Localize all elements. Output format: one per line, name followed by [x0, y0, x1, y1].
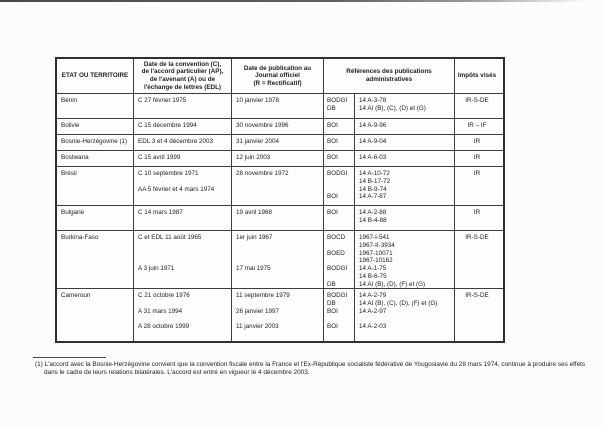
impots-value: IR-S-DE: [465, 292, 489, 299]
refs-number-column: [355, 289, 454, 341]
refs-org: BOCD: [327, 234, 346, 241]
convention-date: EDL 3 et 4 décembre 2003: [138, 138, 214, 145]
cell-impots: [455, 119, 499, 134]
refs-org: BOI: [327, 138, 338, 145]
refs-org: DB: [327, 104, 336, 112]
header-cell-etat: [57, 59, 134, 93]
header-cell-references: [324, 59, 455, 93]
cell-publication-dates: [232, 135, 324, 150]
header-text: Date de la convention (C),: [143, 60, 222, 68]
table-row: [57, 135, 503, 151]
impots-value: IR: [473, 209, 481, 216]
refs-number: 14 A-2-03: [359, 323, 387, 331]
refs-org: BOI: [327, 154, 338, 161]
cell-convention-dates: [134, 119, 232, 134]
header-cell-convention: [134, 59, 232, 93]
refs-number-column: [355, 135, 454, 150]
cell-etat: [57, 231, 134, 288]
refs-org: BOED: [327, 249, 345, 257]
refs-number: 14 AI (B), (D), (F) et (G): [359, 280, 426, 288]
publication-date: 31 janvier 2004: [236, 138, 280, 145]
refs-number: 14 A-2-97: [359, 307, 387, 315]
cell-references: [324, 135, 455, 150]
convention-date: [138, 242, 229, 250]
header-text: de l'avenant (A) ou de: [149, 76, 216, 83]
cell-etat: [57, 119, 134, 134]
cell-impots: [455, 151, 499, 166]
etat-label: Bulgarie: [61, 209, 85, 216]
refs-number-column: [355, 151, 454, 166]
treaty-table: [55, 57, 505, 343]
cell-convention-dates: [134, 289, 232, 341]
cell-impots: [455, 94, 499, 118]
header-text: ETAT OU TERRITOIRE: [61, 72, 129, 80]
publication-date: 17 mai 1975: [236, 265, 271, 273]
header-text: l'échange de lettres (EDL): [143, 83, 222, 91]
convention-date: [138, 178, 229, 186]
table-row: [57, 231, 503, 289]
cell-etat: [57, 206, 134, 230]
refs-org: [327, 315, 354, 323]
refs-number-column: [355, 167, 454, 205]
convention-date: A 3 juin 1971: [138, 265, 175, 273]
cell-publication-dates: [232, 167, 324, 205]
refs-org: BOI: [327, 122, 338, 129]
convention-date: [138, 300, 229, 308]
cell-etat: [57, 135, 134, 150]
impots-value: IR: [473, 138, 481, 145]
refs-number: 1967-10071: [359, 249, 393, 257]
convention-date: C 21 octobre 1976: [138, 292, 190, 299]
publication-date: [236, 257, 321, 265]
refs-org: BOI: [327, 193, 338, 201]
convention-date: A 28 octobre 1999: [138, 323, 190, 331]
refs-number: 14 A-7-87: [359, 193, 387, 201]
cell-impots: [455, 135, 499, 150]
footnote: (1) L'accord avec la Bosnie-Herzégovine convient que la convention fiscale entre la France et l'Ex-République socialiste fédérative de Yougoslavie du 28 mars 1974, continue à produire ses effets dans le cadre de leurs relations bilatérales. L'accord est entré en vigueur le 4 décembre 2003.: [35, 361, 586, 377]
etat-label: Brésil: [61, 170, 77, 177]
cell-convention-dates: [134, 151, 232, 166]
refs-org: BODGI: [327, 170, 348, 177]
cell-impots: [455, 289, 499, 341]
etat-label: Cameroun: [61, 292, 91, 299]
refs-number-column: [355, 119, 454, 134]
convention-date: C 15 avril 1999: [138, 154, 181, 161]
refs-org: BODGI: [327, 97, 348, 104]
refs-org-column: [324, 167, 355, 205]
publication-date: 11 janvier 2003: [236, 323, 279, 331]
publication-date: 19 avril 1988: [236, 209, 273, 216]
publication-date: 28 novembre 1972: [236, 170, 289, 177]
refs-number: 1967-I-541: [359, 234, 390, 241]
refs-number: 1967-10162: [359, 257, 393, 265]
cell-publication-dates: [232, 94, 324, 118]
convention-date: C 27 février 1975: [138, 97, 187, 104]
cell-etat: [57, 151, 134, 166]
refs-org: DB: [327, 280, 336, 288]
convention-date: C 14 mars 1987: [138, 209, 183, 216]
refs-org: BODGI: [327, 292, 348, 299]
refs-org-column: [324, 206, 355, 230]
impots-value: IR: [473, 154, 481, 161]
cell-publication-dates: [232, 206, 324, 230]
scan-edge-artifact: [0, 0, 604, 2]
convention-date: A 31 mars 1994: [138, 307, 183, 315]
impots-value: IR – IF: [467, 122, 487, 129]
impots-value: IR: [473, 170, 481, 177]
refs-org-column: [324, 119, 355, 134]
refs-number: 14 A-10-72: [359, 170, 390, 177]
table-row: [57, 167, 503, 206]
cell-etat: [57, 289, 134, 341]
header-text: administratives: [365, 76, 413, 83]
header-text: (R = Rectificatif): [253, 79, 302, 87]
impots-value: IR-S-DE: [465, 97, 489, 104]
table-row: [57, 206, 503, 231]
refs-number: 14 A-2-88: [359, 209, 387, 216]
header-text: Journal officiel: [255, 72, 300, 80]
cell-convention-dates: [134, 167, 232, 205]
refs-org: DB: [327, 299, 336, 307]
cell-publication-dates: [232, 231, 324, 288]
table-row: [57, 94, 503, 119]
cell-references: [324, 289, 455, 341]
refs-number: 1967-II-3934: [359, 241, 395, 249]
refs-org: [327, 178, 354, 186]
refs-number-column: [355, 94, 454, 118]
etat-label: Bostwana: [61, 154, 89, 161]
table-row: [57, 289, 503, 341]
cell-references: [324, 231, 455, 288]
refs-number: 14 A-6-03: [359, 154, 387, 161]
cell-publication-dates: [232, 151, 324, 166]
refs-org: [327, 217, 354, 225]
refs-number: 14 A-9-96: [359, 122, 387, 129]
cell-impots: [455, 167, 499, 205]
convention-date: C 10 septembre 1971: [138, 170, 199, 177]
refs-number: 14 B-17-72: [359, 177, 391, 185]
table-row: [57, 151, 503, 167]
publication-date: 10 janvier 1978: [236, 97, 280, 104]
refs-number: [359, 315, 454, 323]
etat-label: Bénin: [61, 97, 78, 104]
cell-references: [324, 206, 455, 230]
header-text: Références des publications: [346, 68, 432, 76]
refs-number: 14 AI (B), (C), (D) et (G): [359, 104, 426, 112]
refs-org: [327, 273, 354, 281]
refs-org: BOI: [327, 307, 338, 315]
cell-impots: [455, 231, 499, 288]
refs-number: 14 A-9-04: [359, 138, 387, 145]
header-text: Impôts visés: [457, 72, 497, 80]
refs-org: BODGI: [327, 265, 348, 273]
publication-date: 30 novembre 1996: [236, 122, 289, 129]
etat-label: Bolivie: [61, 122, 80, 129]
refs-number: 14 B-4-88: [359, 216, 387, 224]
refs-org: [327, 186, 354, 194]
convention-date: AA 5 février et 4 mars 1974: [138, 185, 215, 193]
refs-number: 14 A-3-78: [359, 97, 387, 104]
convention-date: [138, 315, 229, 323]
cell-references: [324, 94, 455, 118]
publication-date: 12 juin 2003: [236, 154, 271, 161]
publication-date: [236, 300, 321, 308]
refs-number: 14 AI (B), (C), (D), (F) et (G): [359, 299, 438, 307]
table-header-row: [57, 59, 503, 94]
cell-publication-dates: [232, 119, 324, 134]
publication-date: [236, 250, 321, 258]
convention-date: [138, 257, 229, 265]
refs-number-column: [355, 231, 454, 288]
cell-convention-dates: [134, 94, 232, 118]
table-row: [57, 119, 503, 135]
header-cell-publication: [232, 59, 324, 93]
refs-number-column: [355, 206, 454, 230]
refs-org: BOI: [327, 209, 338, 216]
cell-references: [324, 119, 455, 134]
header-text: Date de publication au: [243, 64, 312, 72]
publication-date: 1er juin 1967: [236, 234, 273, 241]
convention-date: C et EDL 11 août 1965: [138, 234, 202, 241]
header-text: de l'accord particulier (AP),: [141, 68, 224, 76]
refs-org: [327, 242, 354, 250]
cell-references: [324, 167, 455, 205]
cell-convention-dates: [134, 206, 232, 230]
refs-number: 14 A-1-75: [359, 265, 387, 273]
publication-date: 26 janvier 1997: [236, 307, 280, 315]
refs-org: BOI: [327, 323, 338, 331]
refs-number: 14 B-6-75: [359, 272, 387, 280]
etat-label: Bosnie-Herzégovine (1): [61, 138, 128, 145]
refs-org-column: [324, 135, 355, 150]
convention-date: [138, 250, 229, 258]
cell-references: [324, 151, 455, 166]
cell-etat: [57, 167, 134, 205]
header-cell-impots: [455, 59, 499, 93]
impots-value: IR-S-DE: [465, 234, 489, 241]
cell-convention-dates: [134, 231, 232, 288]
cell-impots: [455, 206, 499, 230]
refs-org-column: [324, 94, 355, 118]
refs-org-column: [324, 151, 355, 166]
cell-etat: [57, 94, 134, 118]
refs-org-column: [324, 289, 355, 341]
etat-label: Burkina-Faso: [61, 234, 99, 241]
cell-publication-dates: [232, 289, 324, 341]
refs-org: [327, 257, 354, 265]
refs-number: 14 B-9-74: [359, 185, 387, 193]
publication-date: [236, 242, 321, 250]
cell-convention-dates: [134, 135, 232, 150]
convention-date: C 15 décembre 1994: [138, 122, 197, 129]
publication-date: [236, 315, 321, 323]
table-body: [57, 94, 503, 341]
publication-date: 11 septembre 1979: [236, 292, 290, 299]
refs-number: 14 A-2-79: [359, 292, 387, 299]
footnote-rule: [33, 357, 106, 358]
refs-org-column: [324, 231, 355, 288]
